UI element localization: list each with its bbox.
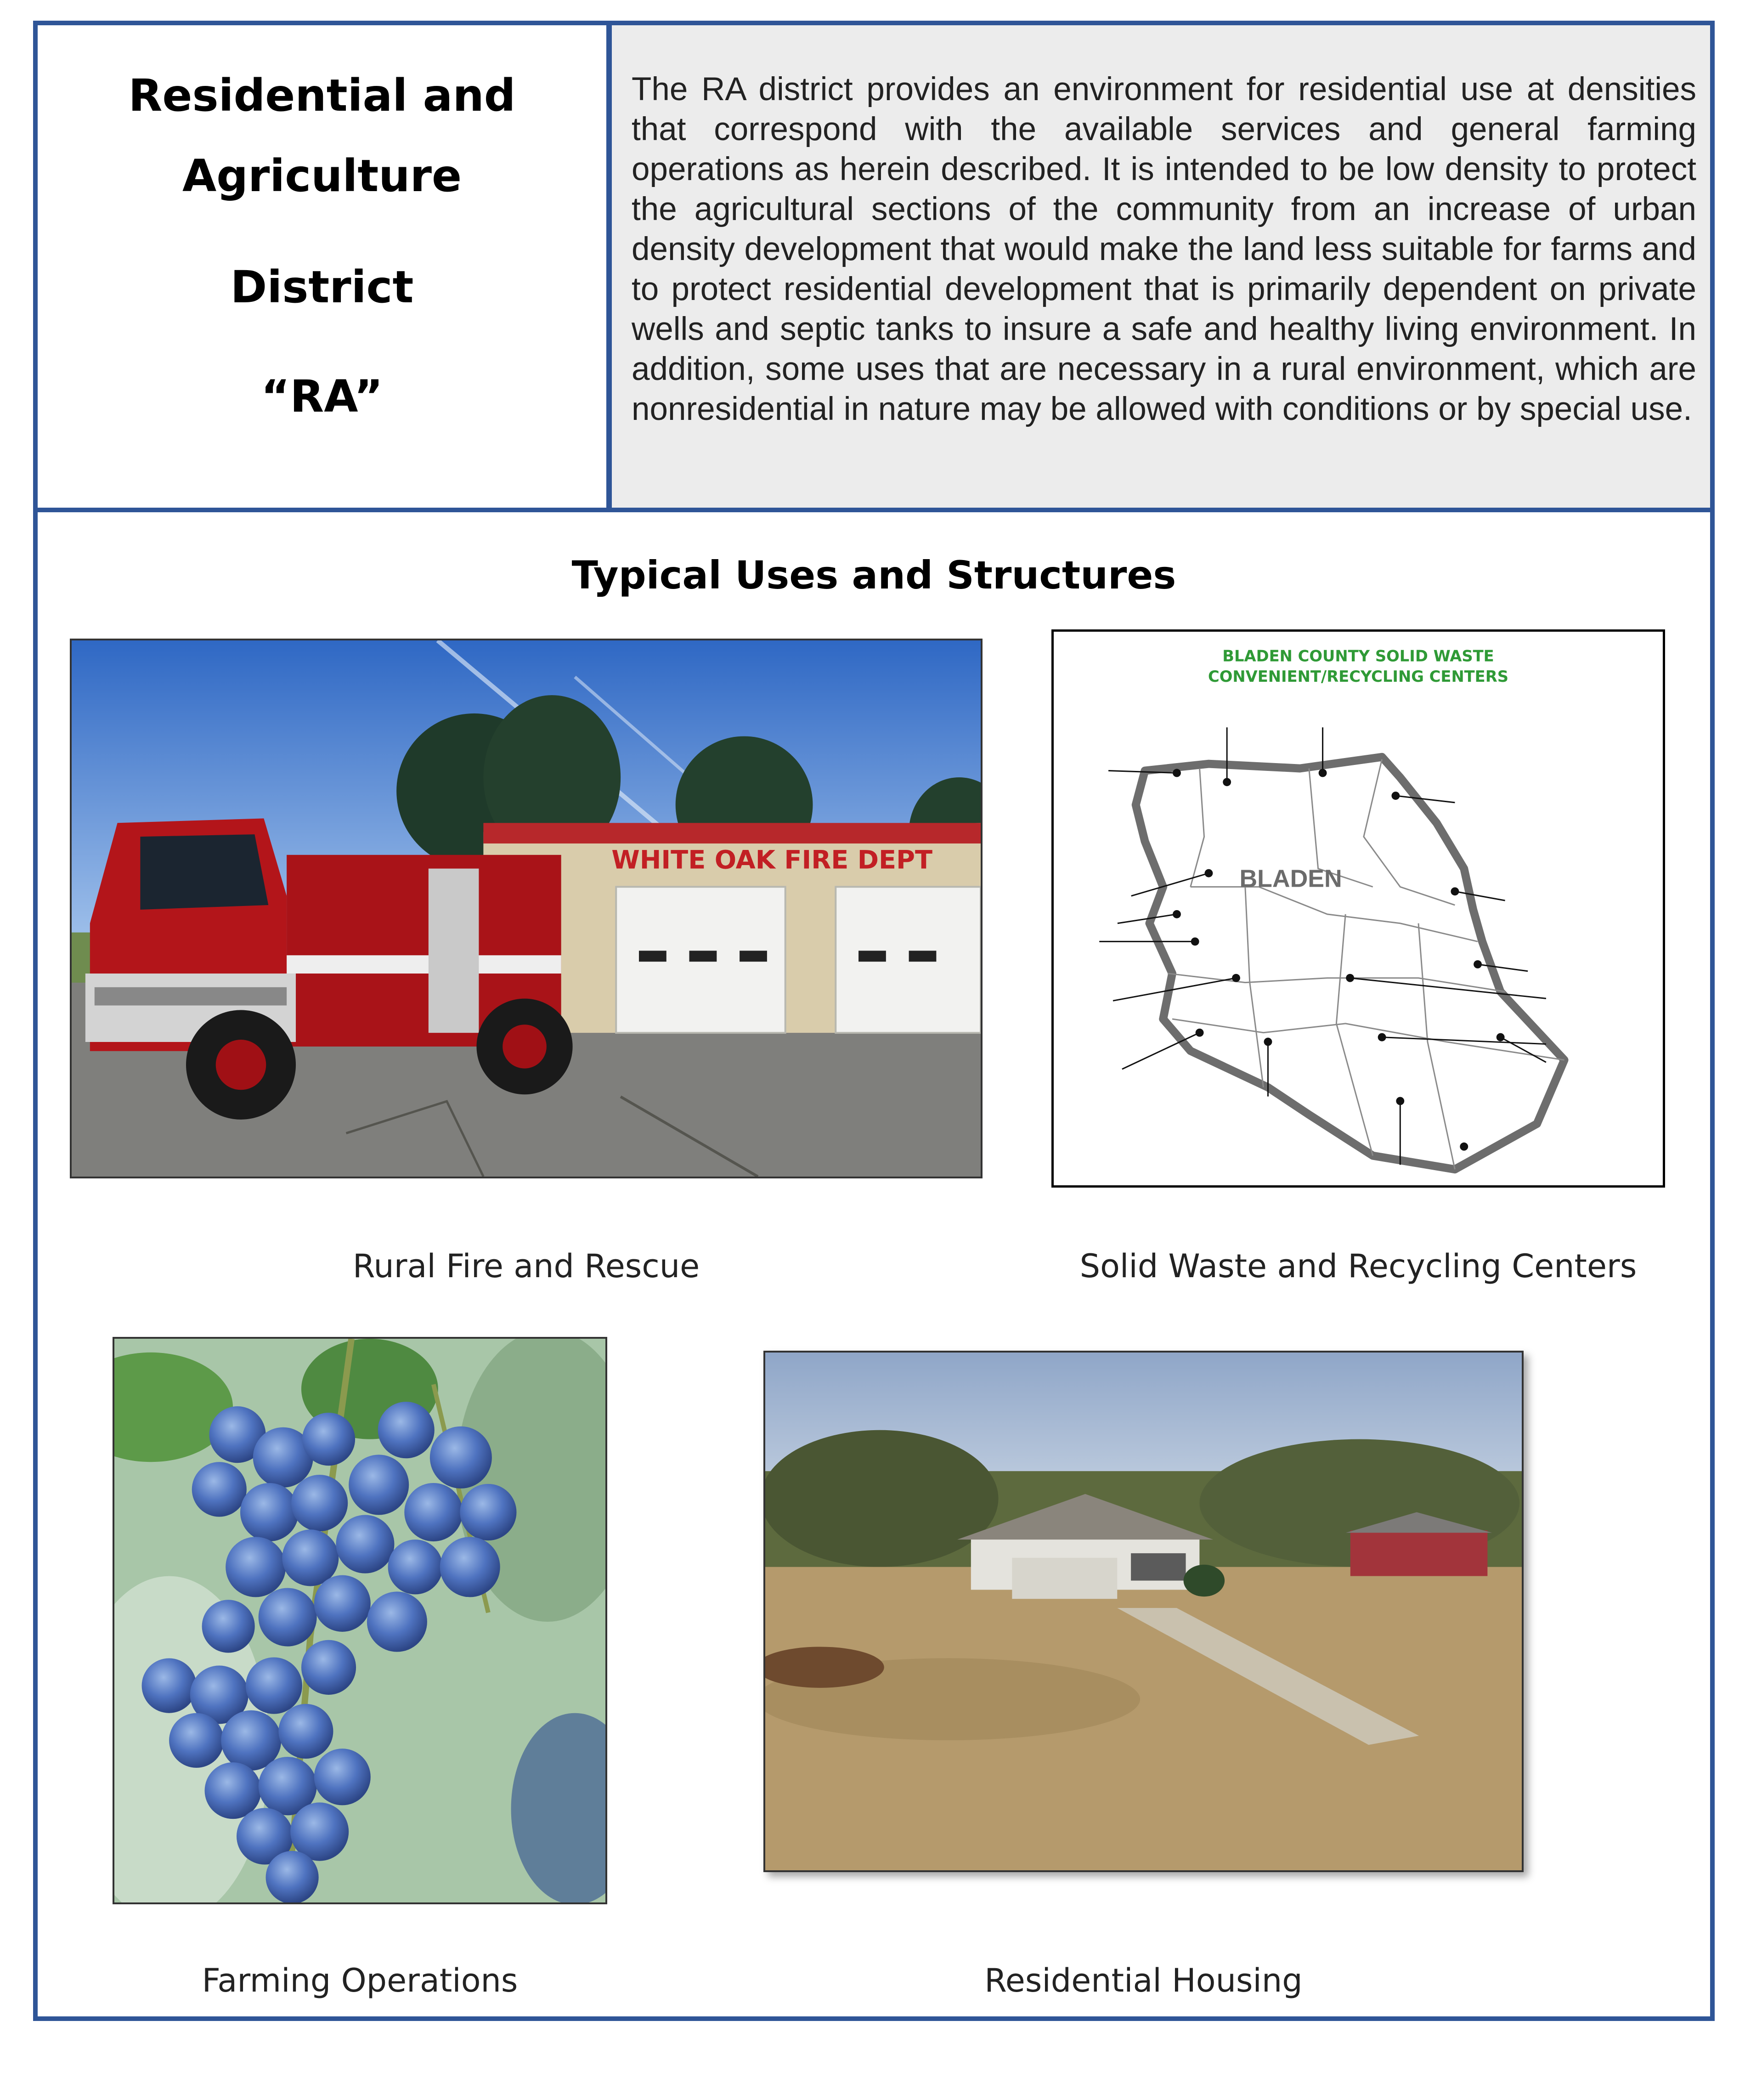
district-title-line-2: Agriculture [182, 150, 462, 202]
section-heading: Typical Uses and Structures [571, 553, 1176, 598]
fire-truck-photo [70, 639, 983, 1178]
blueberries-photo [113, 1337, 607, 1904]
recycling-centers-map [1051, 629, 1665, 1188]
district-description-panel [612, 25, 1710, 512]
district-card [33, 21, 1715, 2021]
fire-rescue-caption: Rural Fire and Rescue [352, 1247, 700, 1285]
map-title-line-1: BLADEN COUNTY SOLID WASTE [1222, 647, 1494, 665]
map-title-line-2: CONVENIENT/RECYCLING CENTERS [1208, 668, 1508, 686]
district-title-line-3: District [230, 261, 414, 313]
district-title-line-1: Residential and [128, 70, 516, 121]
map-county-label: BLADEN [1239, 865, 1342, 893]
residential-housing-caption: Residential Housing [984, 1962, 1303, 1999]
district-description: The RA district provides an environment for residential use at densities that correspond with the available services and general farming operations as herein described. It is intended to be low density to protect the agricultural sections of the community from an increase of urban density development that would make the land less suitable for farms and to protect residential development that is primarily dependent on private wells and septic tanks to insure a safe and healthy living environment. In addition, some uses that are necessary in a rural environment, which are nonresidential in nature may be allowed with conditions or by special use. [632, 71, 1696, 427]
district-title-panel [38, 25, 612, 512]
recycling-centers-caption: Solid Waste and Recycling Centers [1079, 1247, 1637, 1285]
fire-department-sign: WHITE OAK FIRE DEPT [611, 845, 933, 875]
farming-caption: Farming Operations [202, 1962, 518, 1999]
residential-house-photo [763, 1351, 1524, 1872]
district-code: “RA” [261, 371, 383, 422]
